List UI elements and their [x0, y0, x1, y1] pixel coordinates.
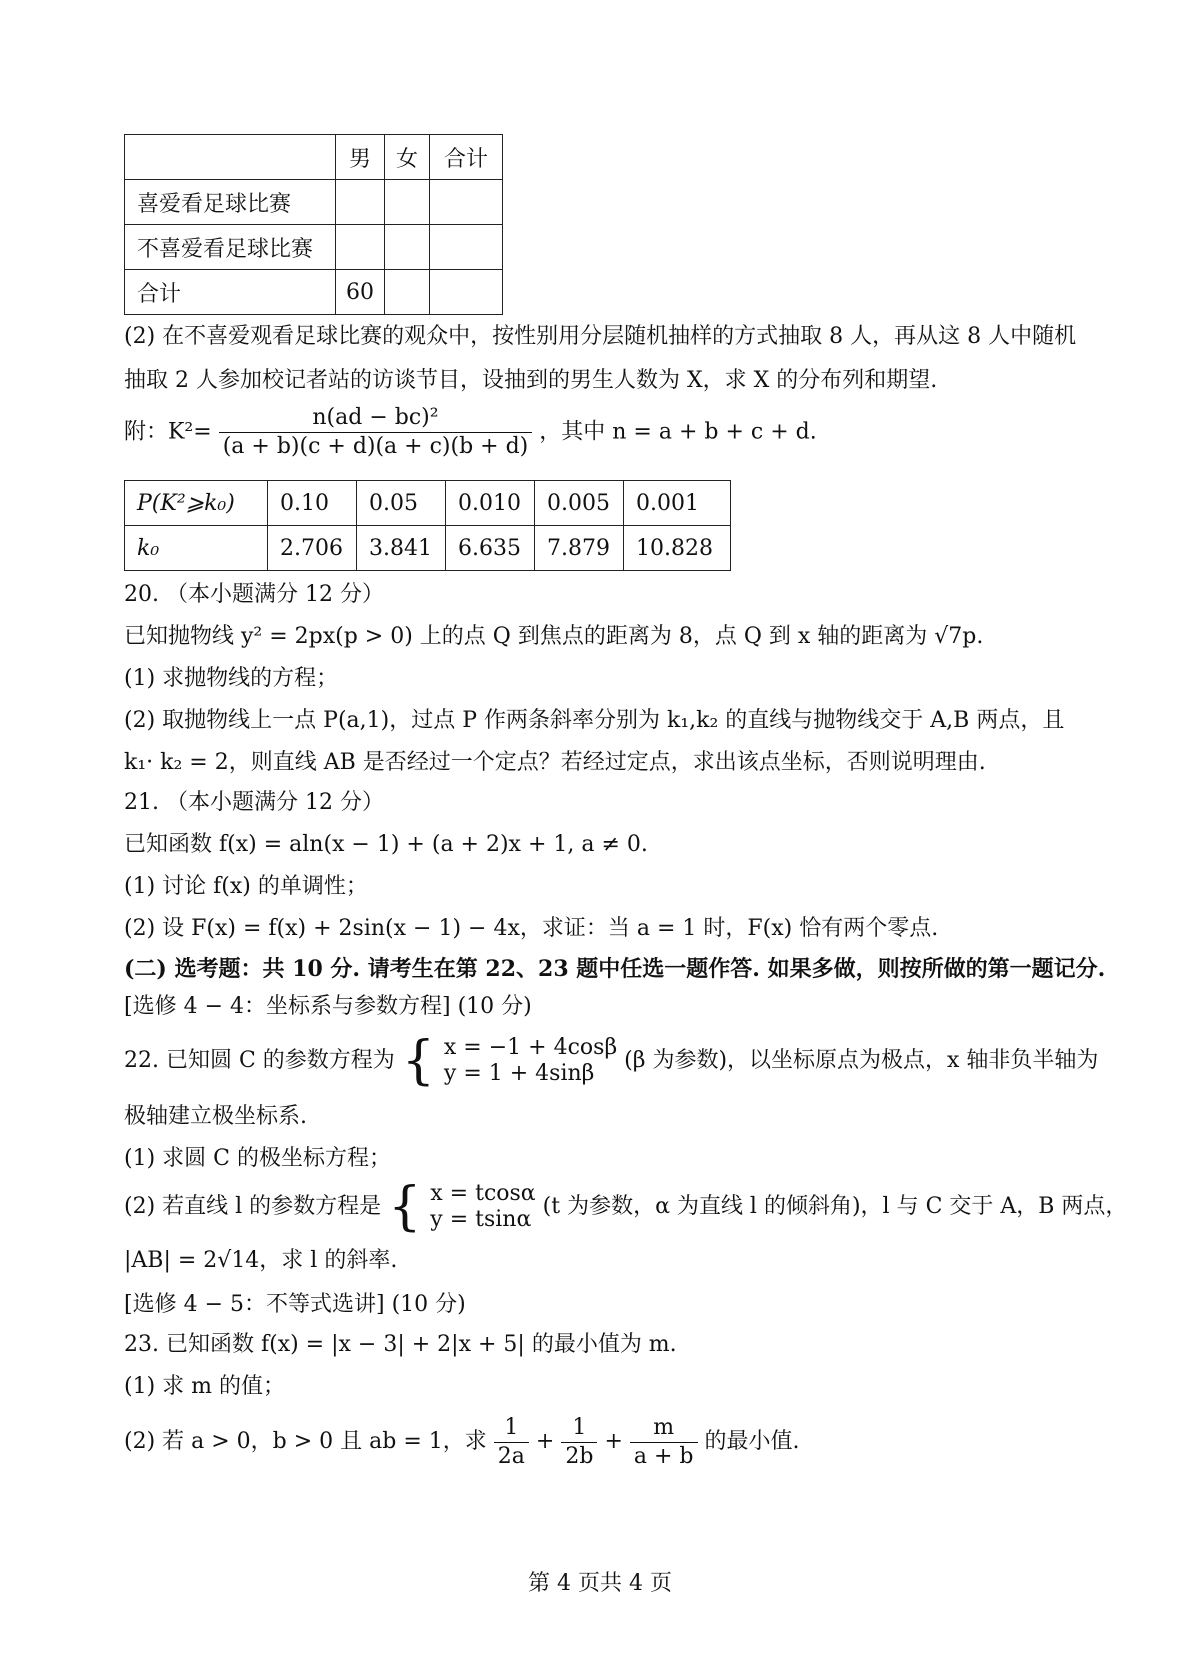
- numerator: 1: [494, 1414, 529, 1443]
- param-eq2: y = 1 + 4sinβ: [443, 1061, 595, 1086]
- table-cell: [385, 180, 430, 225]
- q20-title: 20. （本小题满分 12 分）: [124, 582, 384, 607]
- param-eq2: y = tsinα: [430, 1207, 532, 1232]
- table-cell: 不喜爱看足球比赛: [125, 225, 336, 270]
- table-cell: 10.828: [624, 526, 731, 571]
- table-cell: 女: [385, 135, 430, 180]
- param-system: [444, 1035, 617, 1087]
- param-system: [430, 1181, 535, 1233]
- section-heading: (二) 选考题：共 10 分. 请考生在第 22、23 题中任选一题作答. 如果多做，则按所做的第一题记分.: [124, 956, 1106, 982]
- q21-part1: (1) 讨论 f(x) 的单调性；: [124, 874, 368, 899]
- fraction: [561, 1414, 597, 1471]
- table-cell: [336, 225, 385, 270]
- brace-symbol: {: [401, 1031, 435, 1091]
- q22-tag: [选修 4 − 4：坐标系与参数方程] (10 分): [124, 994, 532, 1019]
- table-row: [125, 526, 731, 571]
- q23-stem: 23. 已知函数 f(x) = |x − 3| + 2|x + 5| 的最小值为 m.: [124, 1332, 677, 1357]
- plus-sign: +: [535, 1429, 555, 1454]
- q21-stem: 已知函数 f(x) = aln(x − 1) + (a + 2)x + 1, a ≠ 0.: [124, 832, 648, 857]
- table-row: [125, 225, 503, 270]
- table-cell: [385, 225, 430, 270]
- contingency-table: [124, 134, 503, 315]
- q22-stem-pre: 22. 已知圆 C 的参数方程为: [124, 1048, 395, 1073]
- q22-part2-pre: (2) 若直线 l 的参数方程是: [124, 1194, 382, 1219]
- q22-stem-post: (β 为参数)，以坐标原点为极点，x 轴非负半轴为: [624, 1048, 1099, 1073]
- q22-part1: (1) 求圆 C 的极坐标方程；: [124, 1146, 391, 1171]
- plus-sign: +: [604, 1429, 623, 1454]
- q20-part2-line1: (2) 取抛物线上一点 P(a,1)，过点 P 作两条斜率分别为 k₁,k₂ 的直线与抛物线交于 A,B 两点，且: [124, 708, 1065, 733]
- denominator: 2b: [565, 1443, 594, 1469]
- denominator: a + b: [633, 1443, 694, 1469]
- table-header-row: [125, 135, 503, 180]
- table-cell: 喜爱看足球比赛: [125, 180, 336, 225]
- table-cell: 2.706: [268, 526, 357, 571]
- table-cell: [125, 135, 336, 180]
- q22-part2: [124, 1177, 1128, 1237]
- table-row: [125, 270, 503, 315]
- table-cell: k₀: [125, 526, 268, 571]
- table-cell: 3.841: [357, 526, 446, 571]
- table-cell: 0.05: [357, 481, 446, 526]
- table-cell: 0.001: [624, 481, 731, 526]
- table-cell: 60: [336, 270, 385, 315]
- formula-fraction: [219, 404, 533, 461]
- q19-part2-line2: 抽取 2 人参加校记者站的访谈节目，设抽到的男生人数为 X，求 X 的分布列和期望.: [124, 368, 938, 393]
- page-footer: 第 4 页共 4 页: [528, 1571, 672, 1596]
- table-cell: 7.879: [535, 526, 624, 571]
- numerator: 1: [561, 1414, 597, 1443]
- table-cell: 0.005: [535, 481, 624, 526]
- q20-part2-line2: k₁· k₂ = 2，则直线 AB 是否经过一个定点？若经过定点，求出该点坐标，否则说明理由.: [124, 750, 986, 775]
- table-row: [125, 180, 503, 225]
- q21-title: 21. （本小题满分 12 分）: [124, 790, 384, 815]
- k2-formula: [124, 404, 817, 461]
- q23-part2: [124, 1412, 800, 1472]
- q19-part2-line1: (2) 在不喜爱观看足球比赛的观众中，按性别用分层随机抽样的方式抽取 8 人，再从这 8 人中随机: [124, 324, 1077, 349]
- q22-stem: [124, 1031, 1099, 1091]
- numerator: m: [630, 1414, 698, 1443]
- q20-stem: 已知抛物线 y² = 2px(p > 0) 上的点 Q 到焦点的距离为 8，点 Q 到 x 轴的距离为 √7p.: [124, 624, 984, 649]
- formula-denominator: (a + b)(c + d)(a + c)(b + d): [222, 434, 529, 459]
- q23-part2-post: 的最小值.: [704, 1429, 800, 1454]
- table-cell: [336, 180, 385, 225]
- formula-suffix: ，其中 n = a + b + c + d.: [539, 419, 817, 445]
- critical-value-table: [124, 480, 731, 571]
- q21-part2: (2) 设 F(x) = f(x) + 2sin(x − 1) − 4x，求证：当 a = 1 时，F(x) 恰有两个零点.: [124, 916, 939, 941]
- brace-symbol: {: [388, 1177, 422, 1237]
- table-cell: 男: [336, 135, 385, 180]
- q22-part2-line2: |AB| = 2√14，求 l 的斜率.: [124, 1248, 398, 1273]
- q20-part1: (1) 求抛物线的方程；: [124, 666, 339, 691]
- table-cell: [385, 270, 430, 315]
- table-cell: 合计: [430, 135, 503, 180]
- param-eq1: x = −1 + 4cosβ: [443, 1035, 618, 1060]
- fraction: [494, 1414, 529, 1471]
- denominator: 2a: [497, 1443, 525, 1469]
- table-cell: [430, 180, 503, 225]
- param-eq1: x = tcosα: [430, 1181, 536, 1206]
- table-cell: 0.10: [268, 481, 357, 526]
- table-cell: P(K²⩾k₀): [125, 481, 268, 526]
- table-cell: [430, 225, 503, 270]
- fraction: [630, 1414, 698, 1471]
- formula-prefix: 附：K²=: [124, 419, 212, 445]
- q23-tag: [选修 4 − 5：不等式选讲] (10 分): [124, 1292, 466, 1317]
- q22-part2-post: (t 为参数，α 为直线 l 的倾斜角)，l 与 C 交于 A，B 两点，: [542, 1194, 1128, 1219]
- formula-numerator: n(ad − bc)²: [219, 404, 533, 433]
- table-cell: 6.635: [446, 526, 535, 571]
- table-row: [125, 481, 731, 526]
- table-cell: 合计: [125, 270, 336, 315]
- q23-part2-pre: (2) 若 a > 0，b > 0 且 ab = 1，求: [124, 1429, 487, 1454]
- q22-stem-line2: 极轴建立极坐标系.: [124, 1104, 307, 1129]
- table-cell: 0.010: [446, 481, 535, 526]
- table-cell: [430, 270, 503, 315]
- q23-part1: (1) 求 m 的值；: [124, 1374, 286, 1399]
